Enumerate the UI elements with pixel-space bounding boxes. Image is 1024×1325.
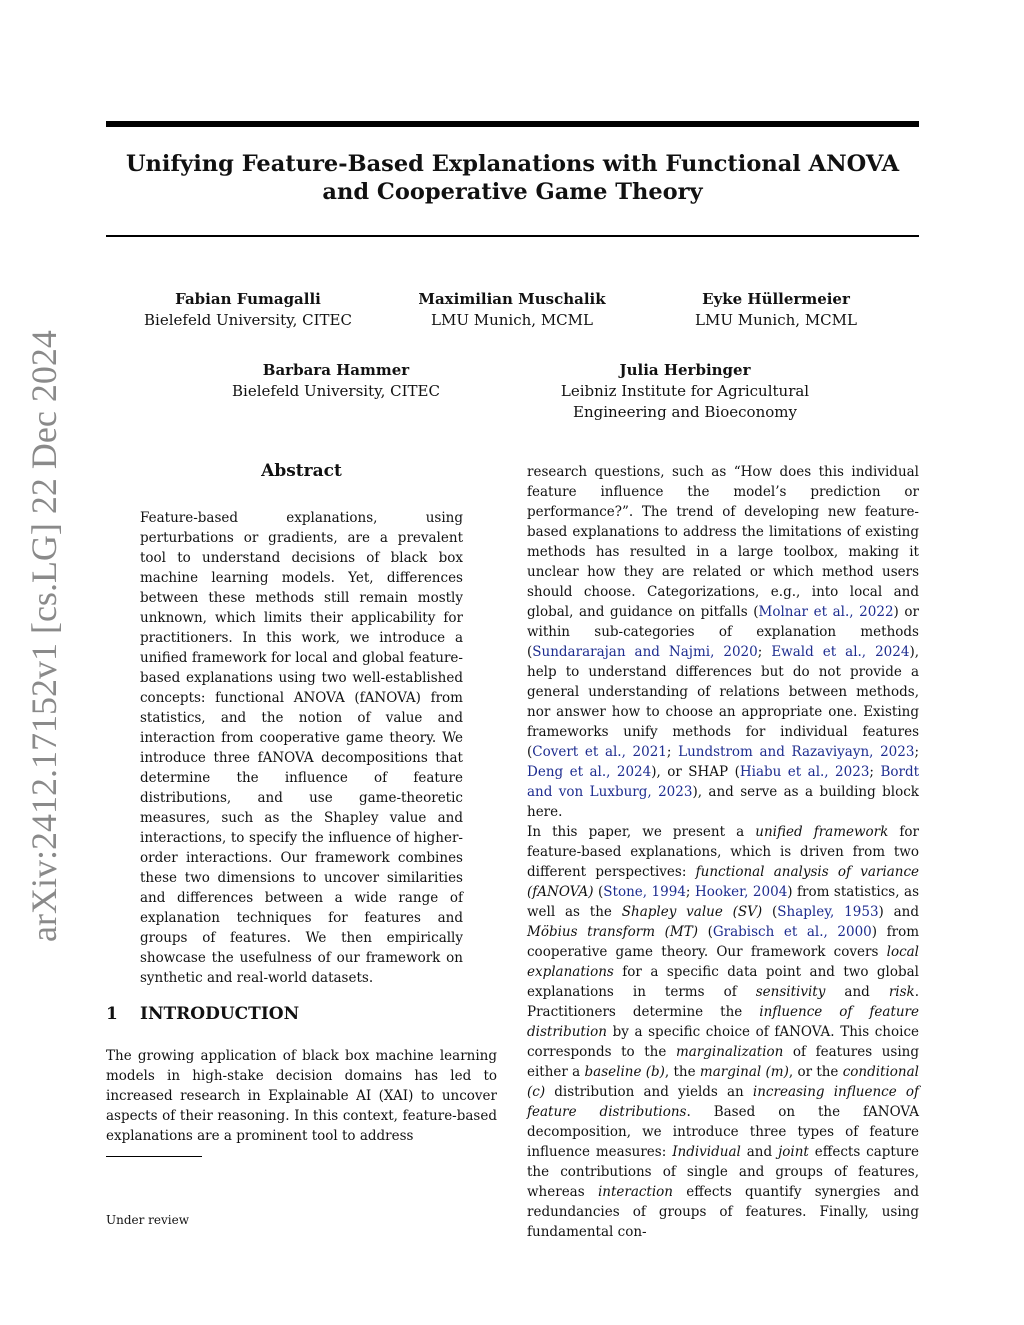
- emphasis-text: influence of feature distribution: [527, 1004, 920, 1040]
- author-affiliation: LMU Munich, MCML: [431, 311, 593, 329]
- author-affiliation: Bielefeld University, CITEC: [232, 382, 440, 400]
- footnote-rule: [106, 1156, 202, 1157]
- emphasis-text: Individual: [672, 1144, 741, 1160]
- section-title: INTRODUCTION: [140, 1004, 300, 1024]
- section-number: 1: [106, 1004, 118, 1024]
- emphasis-text: marginalization: [675, 1044, 784, 1060]
- author-block: [110, 289, 386, 331]
- emphasis-text: Möbius transform (MT): [527, 924, 698, 940]
- paper-title: Unifying Feature-Based Explanations with Functional ANOVA and Cooperative Game Theory: [125, 151, 900, 205]
- citation-link[interactable]: Molnar et al., 2022: [758, 604, 894, 620]
- author-affiliation-line2: Engineering and Bioeconomy: [573, 403, 797, 421]
- citation-link[interactable]: Lundstrom and Razaviyayn, 2023: [678, 744, 915, 760]
- intro-paragraph: research questions, such as “How does this individual feature influence the model’s prediction or performance?”. The trend of developing new feature-based explanations to address the limitations of existing methods has resulted in a large toolbox, making it unclear how they are related or which method users should choose. Categorizations, e.g., into local and global, and guidance on pitfalls (Molnar et al., 2022) or within sub-categories of explanation methods (Sundararajan and Najmi, 2020; Ewald et al., 2024), help to understand differences but do not provide a general understanding of relations between methods, nor answer how to choose an appropriate one. Existing frameworks unify methods for individual features (Covert et al., 2021; Lundstrom and Razaviyayn, 2023; Deng et al., 2024), or SHAP (Hiabu et al., 2023; Bordt and von Luxburg, 2023), and serve as a building block here.: [527, 464, 920, 820]
- section-heading: [106, 1003, 496, 1025]
- author-block: [638, 289, 914, 331]
- emphasis-text: conditional (c): [527, 1064, 919, 1100]
- emphasis-text: risk: [888, 984, 915, 1000]
- emphasis-text: unified framework: [755, 824, 889, 840]
- author-block: [386, 289, 638, 331]
- author-name: Maximilian Muschalik: [418, 290, 606, 308]
- citation-link[interactable]: Hiabu et al., 2023: [739, 764, 870, 780]
- emphasis-text: sensitivity: [755, 984, 826, 1000]
- intro-text: The growing application of black box machine learning models in high-stake decision domains has led to increased research in Explainable AI (XAI) to uncover aspects of their reasoning. In this context, feature-based explanations are a prominent tool to address: [106, 1048, 497, 1144]
- author-name: Julia Herbinger: [619, 361, 751, 379]
- citation-link[interactable]: Grabisch et al., 2000: [712, 924, 872, 940]
- footnote: Under review: [106, 1213, 190, 1227]
- citation-link[interactable]: Stone, 1994: [603, 884, 686, 900]
- arxiv-identifier[interactable]: arXiv:2412.17152v1 [cs.LG] 22 Dec 2024: [24, 330, 64, 942]
- emphasis-text: marginal (m): [699, 1064, 789, 1080]
- title-rule-bottom: [106, 235, 919, 237]
- author-affiliation: Leibniz Institute for Agricultural: [560, 382, 810, 400]
- emphasis-text: interaction: [597, 1184, 673, 1200]
- title-rule-top: [106, 121, 919, 127]
- emphasis-text: baseline (b): [584, 1064, 665, 1080]
- citation-link[interactable]: Shapley, 1953: [777, 904, 879, 920]
- author-block: [196, 360, 476, 402]
- citation-link[interactable]: Bordt and von Luxburg, 2023: [527, 764, 920, 800]
- emphasis-text: increasing influence of feature distributions: [527, 1084, 919, 1120]
- right-column: [527, 462, 919, 1242]
- emphasis-text: joint: [778, 1144, 809, 1160]
- author-affiliation: Bielefeld University, CITEC: [144, 311, 352, 329]
- citation-link[interactable]: Deng et al., 2024: [527, 764, 652, 780]
- citation-link[interactable]: Ewald et al., 2024: [771, 644, 910, 660]
- abstract-text: Feature-based explanations, using perturbations or gradients, are a prevalent tool to understand decisions of black box machine learning models. Yet, differences between these methods still remain mostly unknown, which limits their applicability for practitioners. In this work, we introduce a unified framework for local and global feature-based explanations using two well-established concepts: functional ANOVA (fANOVA) from statistics, and the notion of value and interaction from cooperative game theory. We introduce three fANOVA decompositions that determine the influence of feature distributions, and use game-theoretic measures, such as the Shapley value and interactions, to specify the influence of higher-order interactions. Our framework combines these two dimensions to uncover similarities and differences between a wide range of explanation techniques for features and groups of features. We then empirically showcase the usefulness of our framework on synthetic and real-world datasets.: [140, 510, 463, 986]
- emphasis-text: functional analysis of variance (fANOVA): [527, 864, 919, 900]
- citation-link[interactable]: Covert et al., 2021: [532, 744, 667, 760]
- citation-link[interactable]: Hooker, 2004: [694, 884, 788, 900]
- author-block: [535, 360, 835, 423]
- emphasis-text: local explanations: [527, 944, 919, 980]
- intro-paragraph: In this paper, we present a unified framework for feature-based explanations, which is driven from two different perspectives: functional analysis of variance (fANOVA) (Stone, 1994; Hooker, 2004) from statistics, as well as the Shapley value (SV) (Shapley, 1953) and Möbius transform (MT) (Grabisch et al., 2000) from cooperative game theory. Our framework covers local explanations for a specific data point and two global explanations in terms of sensitivity and risk. Practitioners determine the influence of feature distribution by a specific choice of fANOVA. This choice corresponds to the marginalization of features using either a baseline (b), the marginal (m), or the conditional (c) distribution and yields an increasing influence of feature distributions. Based on the fANOVA decomposition, we introduce three types of feature influence measures: Individual and joint effects capture the contributions of single and groups of features, whereas interaction effects quantify synergies and redundancies of groups of features. Finally, using fundamental con-: [527, 824, 920, 1240]
- author-name: Fabian Fumagalli: [175, 290, 321, 308]
- author-name: Eyke Hüllermeier: [702, 290, 850, 308]
- abstract-heading: Abstract: [261, 461, 342, 481]
- author-affiliation: LMU Munich, MCML: [695, 311, 857, 329]
- citation-link[interactable]: Sundararajan and Najmi, 2020: [532, 644, 758, 660]
- emphasis-text: Shapley value (SV): [621, 904, 763, 920]
- author-name: Barbara Hammer: [262, 361, 410, 379]
